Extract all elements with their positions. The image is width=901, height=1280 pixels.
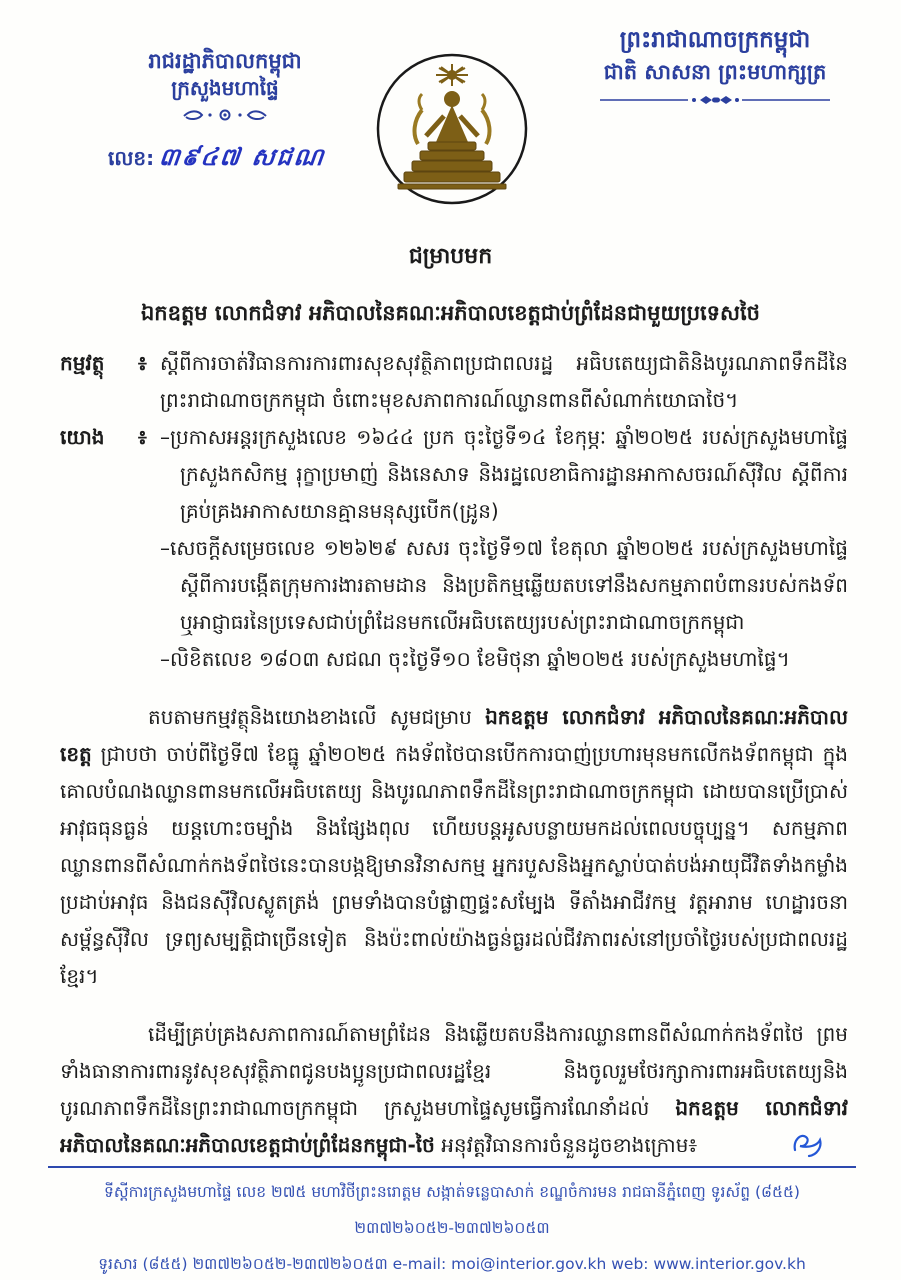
paragraph1-text: តបតាមកម្មវត្ថុនិងយោងខាងលើ សូមជម្រាប: [148, 705, 486, 729]
header-right: [555, 26, 875, 110]
body-paragraph-2: [60, 1016, 848, 1170]
national-motto: ជាតិ សាសនា ព្រះមហាក្សត្រ: [603, 59, 827, 84]
references-label: យោង: [60, 425, 105, 449]
document-number: [108, 142, 388, 177]
subject-label: កម្មវត្ថុ: [60, 351, 105, 375]
reference-item: –ប្រកាសអន្តរក្រសួងលេខ ១៦៤៤ ប្រក ចុះថ្ងៃទី១៤ ខែកុម្ភៈ ឆ្នាំ២០២៥ របស់ក្រសួងមហាផ្ទៃ ក្រសួងកសិកម្ម រុក្ខាប្រមាញ់ និងនេសាទ និងរដ្ឋលេខាធិការដ្ឋានអាកាសចរណ៍ស៊ីវិល ស្តីពីការគ្រប់គ្រងអាកាសយានគ្មានមនុស្សបើក(ដ្រូន): [160, 425, 848, 523]
letter-body: [60, 345, 848, 1190]
scroll-ornament-icon: [95, 107, 355, 126]
letter-salutation: ជម្រាបមក: [408, 244, 493, 269]
title-block: [0, 242, 901, 331]
ministry-of-interior-seal-icon: [372, 50, 532, 212]
document-number-label: លេខ:: [108, 146, 155, 170]
government-title: រាជរដ្ឋាភិបាលកម្ពុជា: [148, 49, 302, 73]
footer-address-line: ទីស្តីការក្រសួងមហាផ្ទៃ លេខ ២៧៥ មហាវិថីព្រះនរោត្តម សង្កាត់ទន្លេបាសាក់ ខណ្ឌចំការមន រាជធានីភ្នំពេញ ទូរស័ព្ទ (៨៥៥) ២៣៧២៦០៥២-២៣៧២៦០៥៣: [104, 1183, 800, 1237]
letter-addressee: ឯកឧត្តម លោកជំទាវ អភិបាលនៃគណៈអភិបាលខេត្តជាប់ព្រំដែនជាមួយប្រទេសថៃ: [140, 301, 761, 325]
subject-row: [60, 345, 848, 419]
header-left: [95, 48, 355, 126]
paragraph1-bold-addressee: ឯកឧត្តម លោកជំទាវ អភិបាលនៃគណៈអភិបាលខេត្ត: [60, 705, 848, 766]
kingdom-title: ព្រះរាជាណាចក្រកម្ពុជា: [619, 27, 811, 53]
subject-text: ស្តីពីការចាត់វិធានការការពារសុខសុវត្ថិភាពប្រជាពលរដ្ឋ អធិបតេយ្យជាតិនិងបូរណភាពទឹកដីនៃព្រះរាជាណាចក្រកម្ពុជា ចំពោះមុខសភាពការណ៍ឈ្លានពានពីសំណាក់យោធាថៃ។: [160, 351, 848, 412]
document-number-value: ៣៩៤៧ សជណ: [157, 143, 327, 171]
references-row: [60, 419, 848, 678]
paragraph2-text-rest: អនុវត្តវិធានការចំនួនដូចខាងក្រោម៖: [434, 1133, 698, 1157]
paragraph1-text-rest: ជ្រាបថា ចាប់ពីថ្ងៃទី៧ ខែធ្នូ ឆ្នាំ២០២៥ កងទ័ពថៃបានបើកការបាញ់ប្រហារមុនមកលើកងទ័ពកម្ពុជា ក្នុងគោលបំណងឈ្លានពានមកលើអធិបតេយ្យ និងបូរណភាពទឹកដីនៃព្រះរាជាណាចក្រកម្ពុជា ដោយបានប្រើប្រាស់អាវុធធុនធ្ងន់ យន្តហោះចម្បាំង និងផ្សែងពុល ហើយបន្តអូសបន្លាយមកដល់ពេលបច្ចុប្បន្ន។ សកម្មភាពឈ្លានពានពីសំណាក់កងទ័ពថៃនេះបានបង្កឱ្យមានវិនាសកម្ម អ្នករបួសនិងអ្នកស្លាប់បាត់បង់អាយុជីវិតទាំងកម្លាំងប្រដាប់អាវុធ និងជនស៊ីវិលស្លូតត្រង់ ព្រមទាំងបានបំផ្លាញផ្ទះសម្បែង ទីតាំងអាជីវកម្ម វត្តអារាម ហេដ្ឋារចនាសម្ព័ន្ធស៊ីវិល ទ្រព្យសម្បត្តិជាច្រើនទៀត និងប៉ះពាល់យ៉ាងធ្ងន់ធ្ងរដល់ជីវភាពរស់នៅប្រចាំថ្ងៃរបស់ប្រជាពលរដ្ឋខ្មែរ។: [60, 742, 848, 988]
references-colon: ៖: [138, 425, 147, 449]
reference-item: –លិខិតលេខ ១៨០៣ សជណ ចុះថ្ងៃទី១០ ខែមិថុនា ឆ្នាំ២០២៥ របស់ក្រសួងមហាផ្ទៃ។: [160, 647, 790, 671]
reference-item: –សេចក្តីសម្រេចលេខ ១២៦២៩ សសរ ចុះថ្ងៃទី១៧ ខែតុលា ឆ្នាំ២០២៥ របស់ក្រសួងមហាផ្ទៃ ស្តីពីការបង្កើតក្រុមការងារតាមដាន និងប្រតិកម្មឆ្លើយតបទៅនឹងសកម្មភាពបំពានរបស់កងទ័ព ឬអាជ្ញាធរនៃប្រទេសជាប់ព្រំដែនមកលើអធិបតេយ្យរបស់ព្រះរាជាណាចក្រកម្ពុជា: [160, 536, 848, 634]
paragraph2-bold-addressee: ឯកឧត្តម លោកជំទាវ អភិបាលនៃគណៈអភិបាលខេត្តជាប់ព្រំដែនកម្ពុជា-ថៃ: [60, 1096, 848, 1157]
footer-contact-line: ទូរសារ (៨៥៥) ២៣៧២៦០៥២-២៣៧២៦០៥៣ e-mail: moi@interior.gov.kh web: www.interior.gov.kh: [98, 1255, 806, 1273]
footer: [48, 1166, 856, 1280]
references-list: [160, 419, 848, 678]
motto-divider-icon: [555, 91, 875, 110]
body-paragraph-1: [60, 699, 848, 995]
ministry-title: ក្រសួងមហាផ្ទៃ: [171, 76, 279, 101]
paragraph2-text: ដើម្បីគ្រប់គ្រងសភាពការណ៍តាមព្រំដែន និងឆ្លើយតបនឹងការឈ្លានពានពីសំណាក់កងទ័ពថៃ ព្រមទាំងធានាការពារនូវសុខសុវត្ថិភាពជូនបងប្អូនប្រជាពលរដ្ឋខ្មែរ និងចូលរួមថែរក្សាការពារអធិបតេយ្យនិងបូរណភាពទឹកដីនៃព្រះរាជាណាចក្រកម្ពុជា ក្រសួងមហាផ្ទៃសូមធ្វើការណែនាំដល់: [60, 1022, 848, 1120]
handwritten-paraph-icon: [701, 1130, 827, 1170]
subject-colon: ៖: [138, 351, 147, 375]
